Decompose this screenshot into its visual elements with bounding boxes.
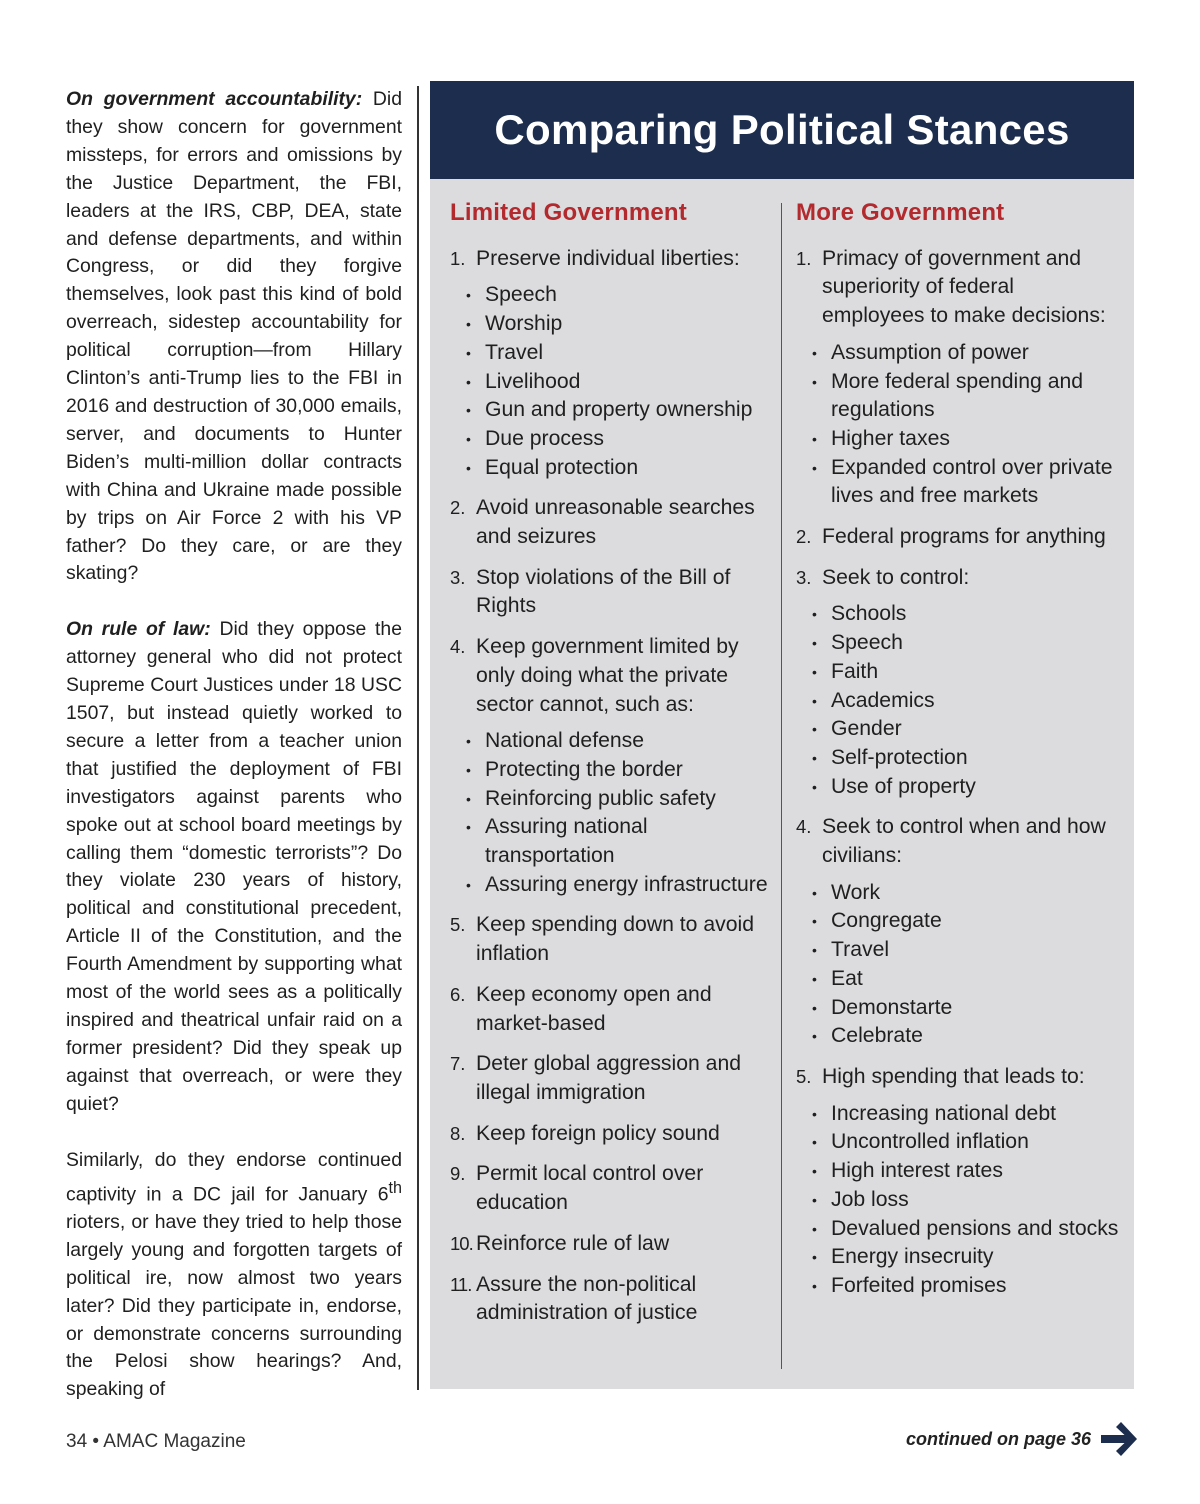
item-text: Keep spending down to avoid inflation bbox=[476, 913, 755, 966]
sub-item: • Gun and property ownership bbox=[476, 396, 770, 425]
item-number: 1. bbox=[450, 247, 466, 269]
item-number: 6. bbox=[450, 983, 466, 1005]
panel-divider bbox=[781, 203, 782, 1369]
sub-item: • High interest rates bbox=[822, 1157, 1122, 1186]
sub-item: • Congregate bbox=[822, 907, 1122, 936]
sub-list bbox=[822, 879, 1122, 1051]
item-number: 3. bbox=[450, 566, 466, 588]
list-item bbox=[450, 1050, 770, 1107]
sub-item: • Demonstarte bbox=[822, 994, 1122, 1023]
sub-list bbox=[822, 339, 1122, 511]
sub-item: • Energy insecruity bbox=[822, 1243, 1122, 1272]
sub-item: • Travel bbox=[822, 936, 1122, 965]
list-item bbox=[796, 564, 1122, 802]
item-text: Permit local control over education bbox=[476, 1162, 704, 1215]
item-number: 4. bbox=[450, 636, 466, 658]
paragraph-lead: On rule of law: bbox=[66, 618, 211, 641]
comparison-panel bbox=[430, 81, 1134, 1389]
sub-item: • Increasing national debt bbox=[822, 1100, 1122, 1129]
list-item bbox=[796, 1063, 1122, 1301]
item-text: Keep economy open and market-based bbox=[476, 982, 712, 1035]
list-item bbox=[796, 245, 1122, 511]
arrow-right-icon bbox=[1099, 1420, 1139, 1458]
limited-government-column bbox=[450, 199, 770, 1340]
sub-item: • Speech bbox=[476, 281, 770, 310]
item-number: 1. bbox=[796, 247, 812, 269]
item-text: Keep government limited by only doing what the private sector cannot, such as: bbox=[476, 635, 739, 716]
item-number: 9. bbox=[450, 1163, 466, 1185]
item-number: 4. bbox=[796, 816, 812, 838]
item-text: Seek to control: bbox=[822, 565, 970, 589]
column-divider bbox=[417, 86, 419, 1390]
item-text: Federal programs for anything bbox=[822, 525, 1106, 549]
item-text: Seek to control when and how civilians: bbox=[822, 815, 1106, 868]
item-text: Reinforce rule of law bbox=[476, 1231, 670, 1255]
sub-item: • Worship bbox=[476, 310, 770, 339]
list-item bbox=[796, 813, 1122, 1051]
paragraph-similarly bbox=[66, 1147, 402, 1405]
list-item bbox=[450, 245, 770, 483]
sub-item: • Travel bbox=[476, 339, 770, 368]
item-number: 7. bbox=[450, 1053, 466, 1075]
article-column bbox=[66, 86, 402, 1432]
item-text: Keep foreign policy sound bbox=[476, 1121, 720, 1145]
list-item bbox=[450, 1160, 770, 1217]
sub-item: • Schools bbox=[822, 600, 1122, 629]
item-text: Primacy of government and superiority of federal employees to make decisions: bbox=[822, 246, 1106, 328]
paragraph-text: rioters, or have they tried to help those largely young and forgotten targets of political ire, now almost two years later? Did they participate in, endorse, or demonstrate concerns surrounding the Pelosi show hearings? And, speaking of bbox=[66, 1210, 402, 1401]
sub-item: • Eat bbox=[822, 965, 1122, 994]
paragraph-text: Did they show concern for government missteps, for errors and omissions by the Justice Department, the FBI, leaders at the IRS, CBP, DEA, state and defense departments, and within Congress, or did they forgive themselves, look past this kind of bold overreach, sidestep accountability for political corruption—from Hillary Clinton’s anti-Trump lies to the FBI in 2016 and destruction of 30,000 emails, server, and documents to Hunter Biden’s multi-million dollar contracts with China and Ukraine made possible by trips on Air Force 2 with his VP father? Do they care, or are they skating? bbox=[66, 88, 403, 585]
paragraph-accountability bbox=[66, 86, 402, 588]
item-number: 8. bbox=[450, 1122, 466, 1144]
sub-item: • Livelihood bbox=[476, 368, 770, 397]
list-item bbox=[450, 1230, 770, 1259]
item-number: 5. bbox=[450, 914, 466, 936]
sub-item: • Job loss bbox=[822, 1186, 1122, 1215]
sub-item: • Due process bbox=[476, 425, 770, 454]
list-item bbox=[450, 981, 770, 1038]
sub-item: • Academics bbox=[822, 687, 1122, 716]
sub-item: • Forfeited promises bbox=[822, 1272, 1122, 1301]
item-number: 11. bbox=[450, 1273, 472, 1295]
list-item bbox=[450, 633, 770, 899]
list-item bbox=[450, 564, 770, 621]
sub-list bbox=[822, 1100, 1122, 1301]
list-item bbox=[450, 1120, 770, 1149]
more-government-heading: More Government bbox=[796, 199, 1005, 226]
sub-list bbox=[822, 600, 1122, 801]
superscript: th bbox=[388, 1178, 402, 1197]
sub-item: • Assuring national transportation bbox=[476, 813, 770, 870]
sub-item: • Assuring energy infrastructure bbox=[476, 871, 770, 900]
sub-item: • Higher taxes bbox=[822, 425, 1122, 454]
paragraph-lead: On government accountability: bbox=[66, 88, 363, 110]
paragraph-text: Did they oppose the attorney general who did not protect Supreme Court Justices under 18 USC 1507, but instead quietly worked to secure a letter from a teacher union that justified the deployment of FBI investigators against parents who spoke out at school board meetings by calling them “domestic terrorists”? Do they violate 230 years of history, political and constitutional precedent, Article II of the Constitution, and the Fourth Amendment by supporting what most of the world sees as a politically inspired and theatrical unfair raid on a former president? Did they speak up against that overreach, or were they quiet? bbox=[66, 618, 402, 1115]
more-government-list bbox=[796, 245, 1122, 1301]
item-number: 2. bbox=[796, 526, 812, 548]
sub-item: • Reinforcing public safety bbox=[476, 785, 770, 814]
limited-government-heading: Limited Government bbox=[450, 199, 687, 226]
item-text: Preserve individual liberties: bbox=[476, 246, 740, 270]
item-number: 5. bbox=[796, 1065, 812, 1087]
paragraph-text: Similarly, do they endorse continued captivity in a DC jail for January 6 bbox=[66, 1148, 402, 1205]
item-text: Stop violations of the Bill of Rights bbox=[476, 565, 731, 618]
item-text: Deter global aggression and illegal immigration bbox=[476, 1052, 742, 1104]
list-item bbox=[450, 494, 770, 551]
sub-item: • Use of property bbox=[822, 773, 1122, 802]
item-number: 2. bbox=[450, 497, 466, 519]
sub-item: • Celebrate bbox=[822, 1022, 1122, 1051]
sub-item: • Uncontrolled inflation bbox=[822, 1128, 1122, 1157]
sub-item: • Faith bbox=[822, 658, 1122, 687]
list-item bbox=[450, 1271, 770, 1328]
item-number: 10. bbox=[450, 1232, 473, 1254]
item-text: Avoid unreasonable searches and seizures bbox=[476, 496, 755, 549]
paragraph-rule-of-law bbox=[66, 616, 402, 1118]
item-number: 3. bbox=[796, 566, 812, 588]
limited-government-list bbox=[450, 245, 770, 1328]
sub-item: • Speech bbox=[822, 629, 1122, 658]
item-text: Assure the non-political administration of justice bbox=[476, 1272, 698, 1325]
sub-item: • Devalued pensions and stocks bbox=[822, 1215, 1122, 1244]
sub-item: • Self-protection bbox=[822, 744, 1122, 773]
sub-item: • Protecting the border bbox=[476, 756, 770, 785]
sub-item: • More federal spending and regulations bbox=[822, 368, 1122, 425]
item-text: High spending that leads to: bbox=[822, 1064, 1085, 1088]
continued-text: continued on page 36 bbox=[906, 1428, 1092, 1449]
sub-item: • Assumption of power bbox=[822, 339, 1122, 368]
sub-item: • Work bbox=[822, 879, 1122, 908]
sub-list bbox=[476, 281, 770, 482]
sub-item: • Expanded control over private lives and free markets bbox=[822, 454, 1122, 511]
sub-item: • Gender bbox=[822, 715, 1122, 744]
list-item bbox=[796, 523, 1122, 552]
panel-title: Comparing Political Stances bbox=[430, 81, 1134, 179]
sub-item: • Equal protection bbox=[476, 454, 770, 483]
page-footer-label: 34 • AMAC Magazine bbox=[66, 1431, 246, 1452]
more-government-column bbox=[796, 199, 1122, 1313]
list-item bbox=[450, 911, 770, 968]
continued-link[interactable] bbox=[906, 1420, 1139, 1458]
sub-item: • National defense bbox=[476, 727, 770, 756]
sub-list bbox=[476, 727, 770, 899]
